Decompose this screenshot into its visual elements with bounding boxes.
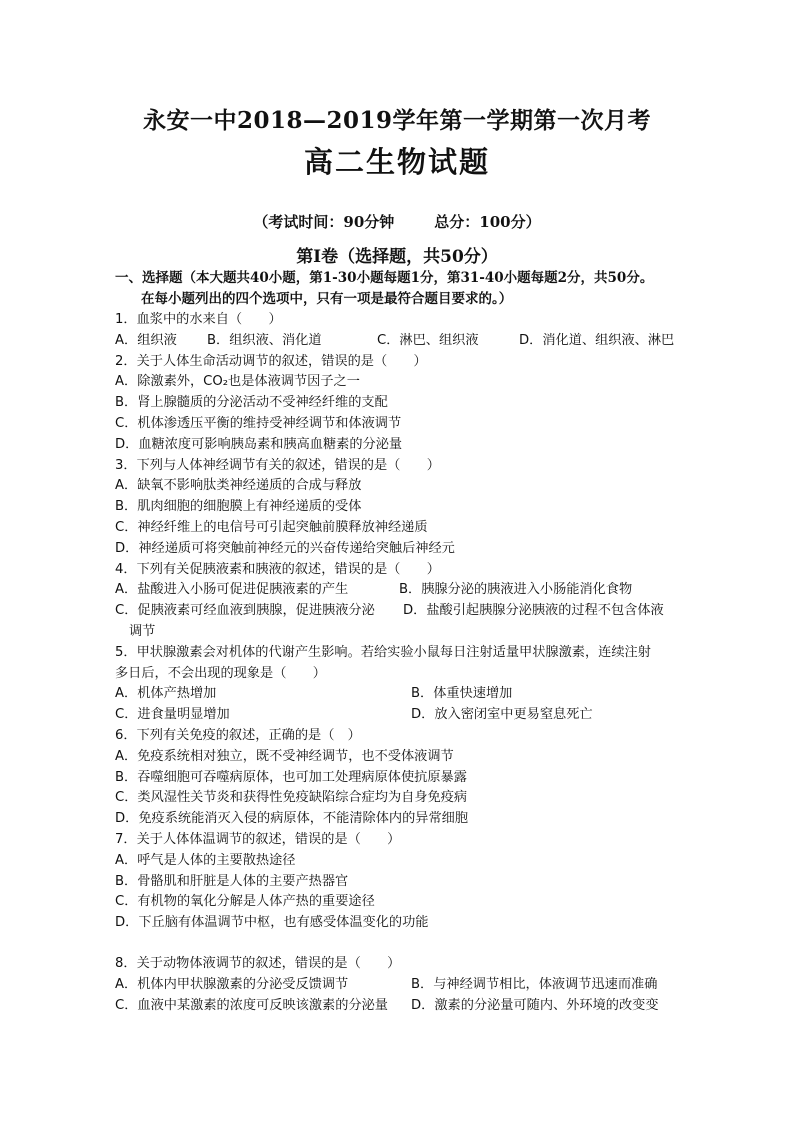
question-stem: 6．下列有关免疫的叙述，正确的是（ ） bbox=[115, 727, 361, 743]
exam-subtitle: 高二生物试题 bbox=[303, 145, 490, 179]
option-a: A．缺氧不影响肽类神经递质的合成与释放 bbox=[115, 478, 362, 494]
exam-meta bbox=[0, 211, 794, 232]
option-b: B．肾上腺髓质的分泌活动不受神经纤维的支配 bbox=[115, 395, 388, 411]
section-line-1: 一、选择题（本大题共40小题，第1-30小题每题1分，第31-40小题每题2分，共50分。 bbox=[115, 270, 654, 286]
option-a: A．呼气是人体的主要散热途径 bbox=[115, 852, 296, 868]
question-list bbox=[115, 310, 685, 1016]
option-d: D．下丘脑有体温调节中枢，也有感受体温变化的功能 bbox=[115, 915, 429, 931]
volume-heading: 第Ⅰ卷（选择题，共50分） bbox=[296, 247, 498, 267]
exam-time: （考试时间：90分钟 bbox=[253, 213, 395, 231]
question-stem: 2．关于人体生命活动调节的叙述，错误的是（ ） bbox=[115, 353, 427, 369]
option-c: C．有机物的氧化分解是人体产热的重要途径 bbox=[115, 894, 375, 910]
option-c: C．促胰液素可经血液到胰腺，促进胰液分泌 bbox=[115, 603, 375, 619]
option-row bbox=[115, 996, 685, 1017]
option-d-continuation: 调节 bbox=[129, 623, 156, 639]
section-instructions bbox=[115, 268, 695, 310]
option-row bbox=[115, 601, 685, 622]
option-b: B．骨骼肌和肝脏是人体的主要产热器官 bbox=[115, 873, 349, 889]
option-row bbox=[115, 331, 685, 352]
option-b: B．体重快速增加 bbox=[411, 686, 513, 702]
option-row bbox=[115, 975, 685, 996]
option-c: C．神经纤维上的电信号可引起突触前膜释放神经递质 bbox=[115, 519, 428, 535]
option-c: C．血液中某激素的浓度可反映该激素的分泌量 bbox=[115, 997, 388, 1013]
question-stem: 7．关于人体体温调节的叙述，错误的是（ ） bbox=[115, 831, 401, 847]
option-b: B．与神经调节相比，体液调节迅速而准确 bbox=[411, 976, 658, 992]
question-stem-continuation: 多日后，不会出现的现象是（ ） bbox=[115, 665, 326, 681]
total-score: 总分：100分） bbox=[434, 213, 541, 231]
question-stem: 3．下列与人体神经调节有关的叙述，错误的是（ ） bbox=[115, 457, 440, 473]
option-c: C．进食量明显增加 bbox=[115, 707, 230, 723]
option-row bbox=[115, 684, 685, 705]
option-row bbox=[115, 705, 685, 726]
option-d: D．盐酸引起胰腺分泌胰液的过程不包含体液 bbox=[403, 603, 664, 619]
option-d: D．免疫系统能消灭入侵的病原体，不能清除体内的异常细胞 bbox=[115, 811, 469, 827]
spacer bbox=[115, 934, 685, 954]
exam-title: 永安一中2018—2019学年第一学期第一次月考 bbox=[142, 107, 652, 134]
option-d: D．放入密闭室中更易窒息死亡 bbox=[411, 707, 593, 723]
option-d: D．神经递质可将突触前神经元的兴奋传递给突触后神经元 bbox=[115, 540, 455, 556]
question-stem: 8．关于动物体液调节的叙述，错误的是（ ） bbox=[115, 955, 401, 971]
option-d: D．血糖浓度可影响胰岛素和胰高血糖素的分泌量 bbox=[115, 436, 403, 452]
option-a: A．盐酸进入小肠可促进促胰液素的产生 bbox=[115, 582, 349, 598]
option-c: C．淋巴、组织液 bbox=[377, 332, 479, 348]
option-b: B．胰腺分泌的胰液进入小肠能消化食物 bbox=[399, 582, 633, 598]
question-stem: 1．血浆中的水来自（ ） bbox=[115, 312, 282, 327]
option-c: C．机体渗透压平衡的维持受神经调节和体液调节 bbox=[115, 415, 402, 431]
option-a: A．除激素外，CO₂也是体液调节因子之一 bbox=[115, 374, 360, 390]
option-a: A．免疫系统相对独立，既不受神经调节，也不受体液调节 bbox=[115, 748, 454, 764]
option-b: B．肌肉细胞的细胞膜上有神经递质的受体 bbox=[115, 499, 362, 515]
section-line-2: 在每小题列出的四个选项中，只有一项是最符合题目要求的。） bbox=[141, 291, 513, 307]
question-stem: 4．下列有关促胰液素和胰液的叙述，错误的是（ ） bbox=[115, 561, 440, 577]
option-c: C．类风湿性关节炎和获得性免疫缺陷综合症均为自身免疫病 bbox=[115, 790, 468, 806]
option-b: B．组织液、消化道 bbox=[207, 332, 322, 348]
option-a: A．机体产热增加 bbox=[115, 686, 217, 702]
option-a: A．组织液 bbox=[115, 332, 177, 348]
option-d: D．激素的分泌量可随内、外环境的改变变 bbox=[411, 997, 659, 1013]
question-stem: 5．甲状腺激素会对机体的代谢产生影响。若给实验小鼠每日注射适量甲状腺激素，连续注射 bbox=[115, 644, 651, 660]
option-row bbox=[115, 580, 685, 601]
option-b: B．吞噬细胞可吞噬病原体，也可加工处理病原体使抗原暴露 bbox=[115, 769, 467, 785]
option-d: D．消化道、组织液、淋巴 bbox=[519, 332, 675, 348]
option-a: A．机体内甲状腺激素的分泌受反馈调节 bbox=[115, 976, 349, 992]
